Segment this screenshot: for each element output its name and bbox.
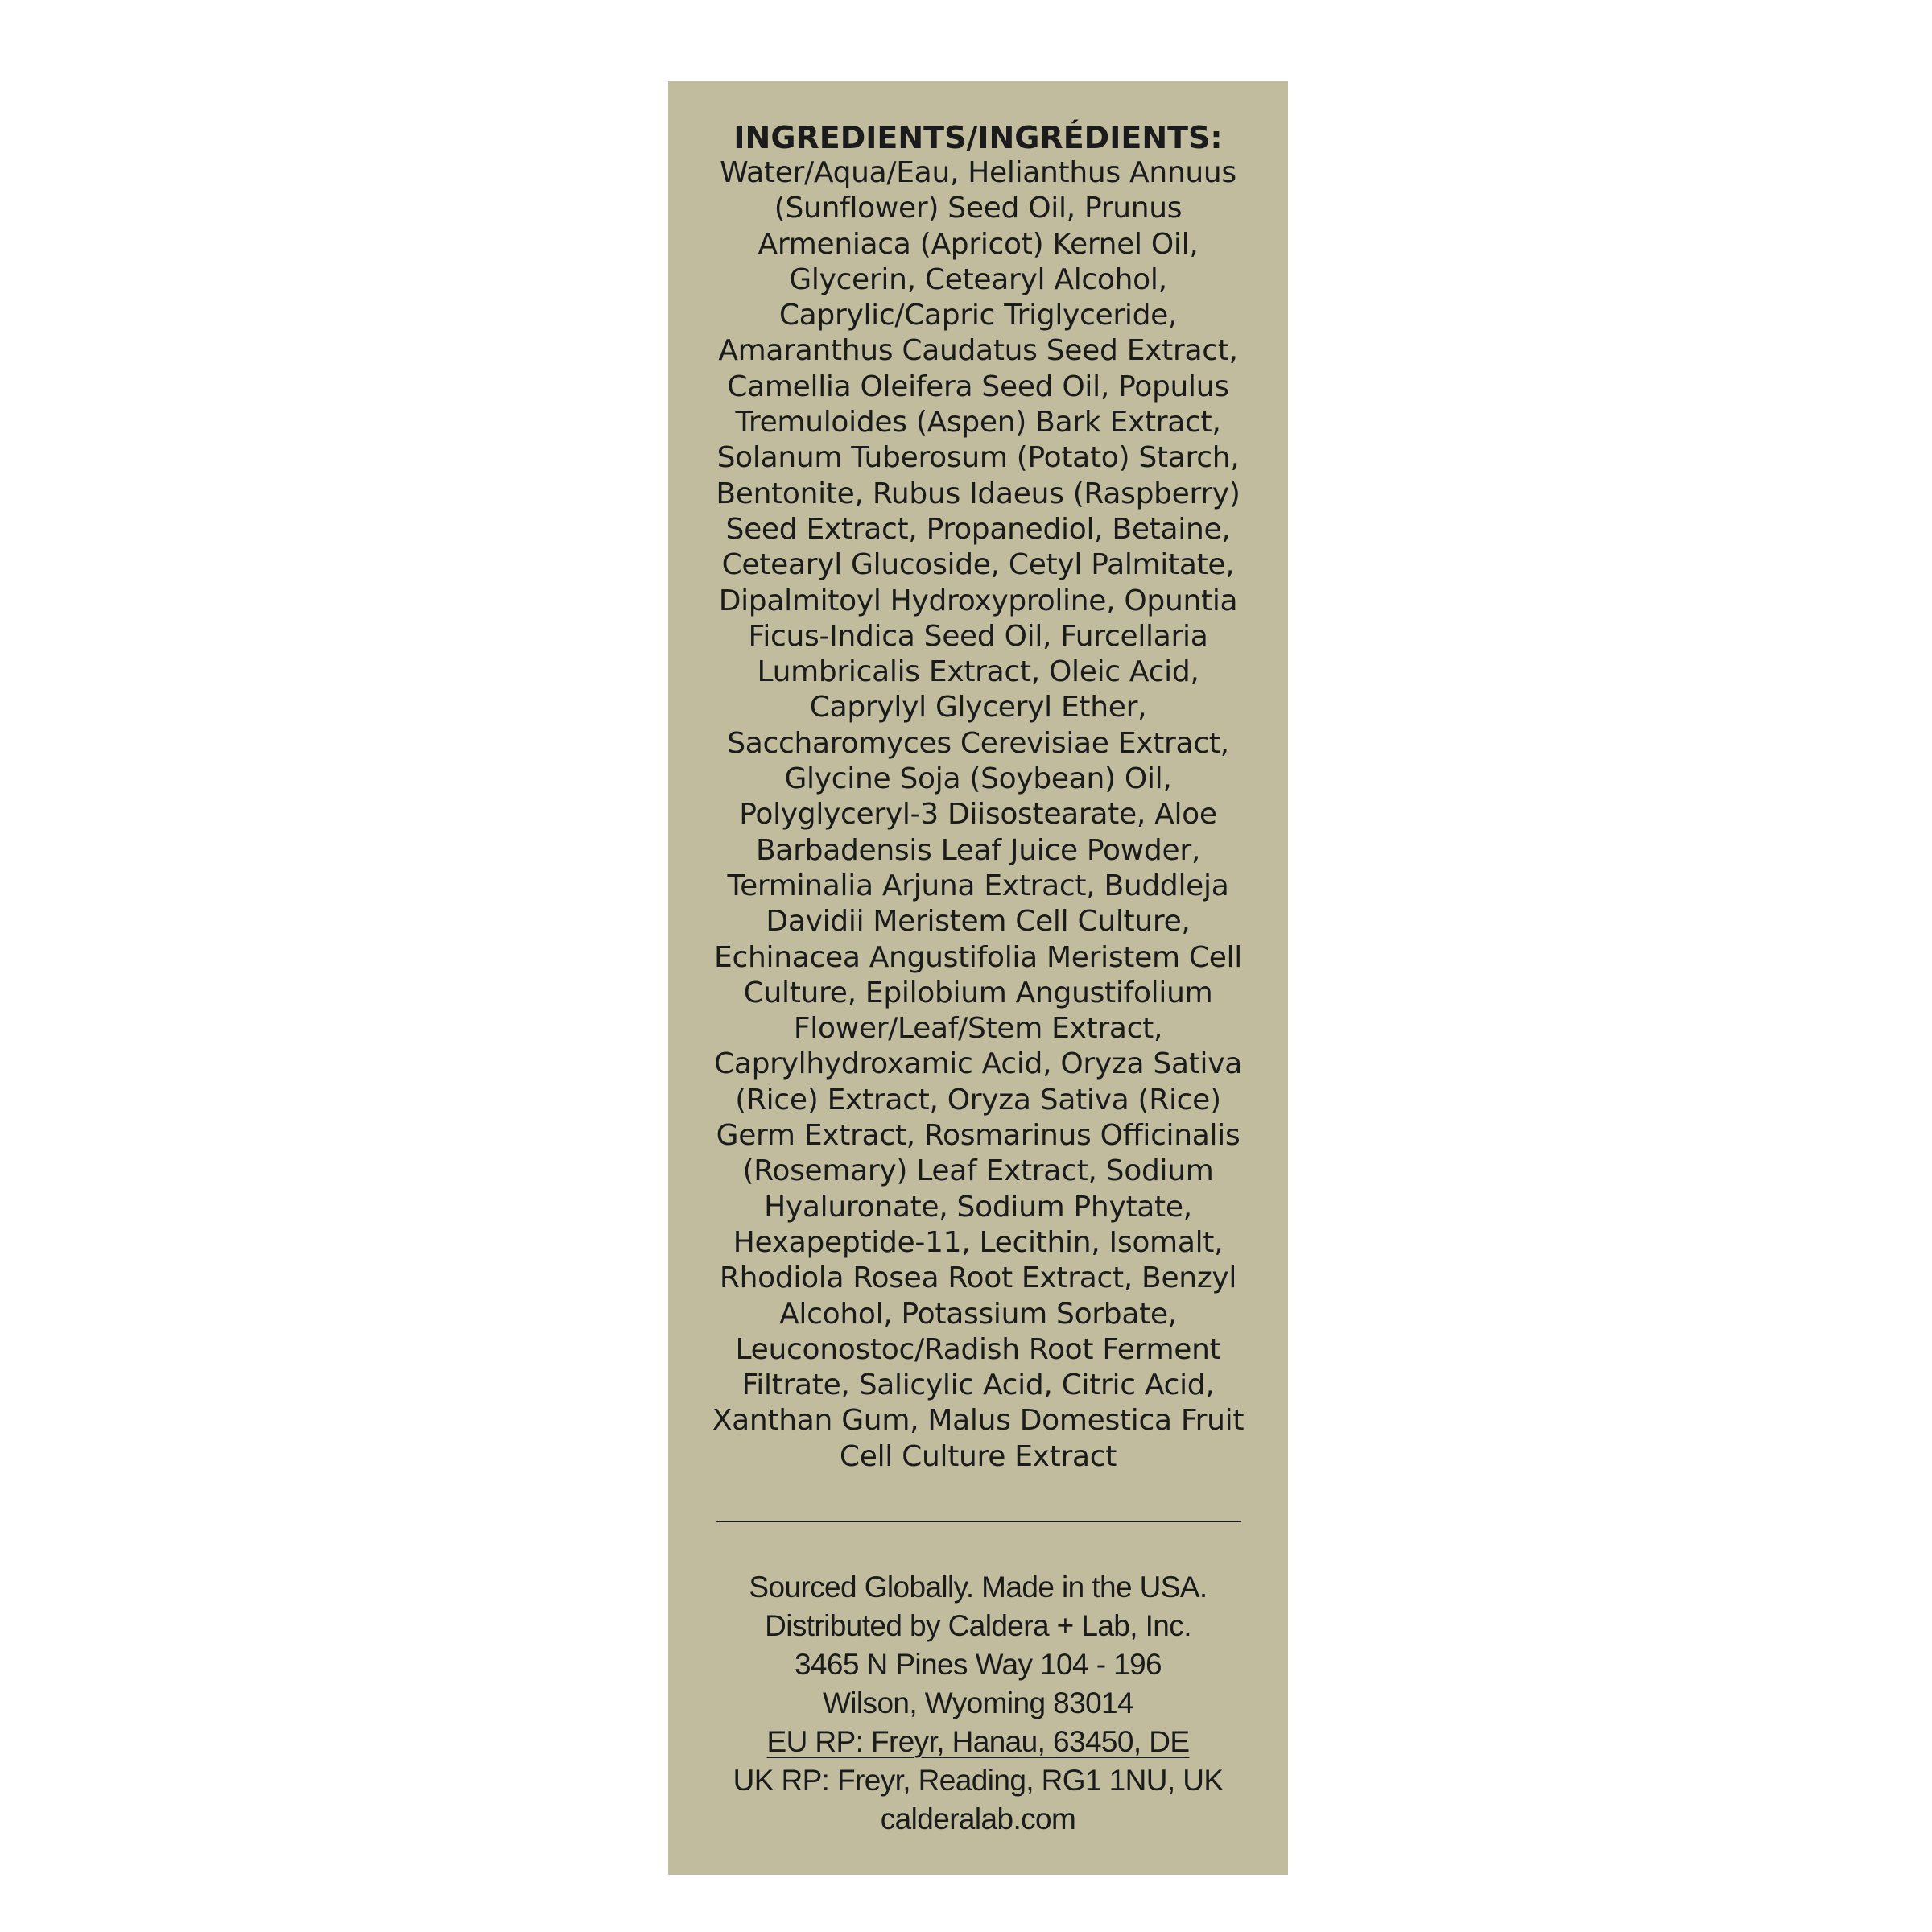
address-city: Wilson, Wyoming 83014 <box>822 1686 1134 1719</box>
ingredients-line: Alcohol, Potassium Sorbate, <box>779 1297 1177 1331</box>
ingredients-line: (Rosemary) Leaf Extract, Sodium <box>742 1154 1214 1188</box>
ingredients-heading: INGREDIENTS/INGRÉDIENTS: <box>733 120 1223 155</box>
manufacturer-info <box>668 1568 1288 1839</box>
ingredients-line: Bentonite, Rubus Idaeus (Raspberry) <box>716 477 1241 510</box>
ingredients-line: Glycerin, Cetearyl Alcohol, <box>789 262 1167 296</box>
ingredients-line: Germ Extract, Rosmarinus Officinalis <box>716 1119 1241 1153</box>
ingredients-line: Cell Culture Extract <box>839 1439 1117 1473</box>
ingredients-line: Dipalmitoyl Hydroxyproline, Opuntia <box>718 584 1238 617</box>
ingredients-line: Echinacea Angustifolia Meristem Cell <box>714 940 1242 974</box>
eu-rp-text: EU RP: Freyr, Hanau, 63450, DE <box>766 1725 1190 1758</box>
ingredients-section <box>668 120 1288 1475</box>
distributor-line: Distributed by Caldera + Lab, Inc. <box>765 1609 1191 1642</box>
ingredients-line: Ficus-Indica Seed Oil, Furcellaria <box>748 619 1208 653</box>
ingredients-line: Lumbricalis Extract, Oleic Acid, <box>757 655 1199 689</box>
ingredients-line: Davidii Meristem Cell Culture, <box>766 905 1191 939</box>
ingredients-list <box>668 155 1288 1475</box>
section-divider <box>716 1521 1241 1522</box>
ingredients-line: Xanthan Gum, Malus Domestica Fruit <box>712 1404 1245 1438</box>
ingredients-line: Hexapeptide-11, Lecithin, Isomalt, <box>733 1225 1224 1259</box>
ingredients-line: Cetearyl Glucoside, Cetyl Palmitate, <box>721 548 1235 582</box>
uk-rp-line: UK RP: Freyr, Reading, RG1 1NU, UK <box>733 1764 1224 1797</box>
ingredients-line: Flower/Leaf/Stem Extract, <box>793 1012 1163 1046</box>
ingredients-line: Caprylic/Capric Triglyceride, <box>778 299 1178 332</box>
ingredients-line: Caprylyl Glyceryl Ether, <box>809 691 1147 724</box>
sourced-statement: Sourced Globally. Made in the USA. <box>749 1571 1208 1604</box>
ingredients-line: Amaranthus Caudatus Seed Extract, <box>718 334 1238 368</box>
ingredients-line: (Rice) Extract, Oryza Sativa (Rice) <box>735 1083 1221 1117</box>
eu-rp-line <box>668 1723 1288 1761</box>
ingredients-line: Barbadensis Leaf Juice Powder, <box>756 833 1200 867</box>
ingredients-line: Tremuloides (Aspen) Bark Extract, <box>735 406 1221 440</box>
ingredients-line: Armeniaca (Apricot) Kernel Oil, <box>758 227 1199 261</box>
ingredients-line: Culture, Epilobium Angustifolium <box>743 976 1213 1009</box>
ingredients-line: Rhodiola Rosea Root Extract, Benzyl <box>719 1261 1237 1295</box>
website-link: calderalab.com <box>880 1802 1076 1835</box>
ingredients-line: Leuconostoc/Radish Root Ferment <box>735 1332 1221 1366</box>
ingredients-line: Camellia Oleifera Seed Oil, Populus <box>727 369 1229 403</box>
ingredients-line: Polyglyceryl-3 Diisostearate, Aloe <box>739 798 1217 832</box>
ingredients-label-panel <box>668 81 1288 1875</box>
ingredients-line: (Sunflower) Seed Oil, Prunus <box>774 192 1183 225</box>
ingredients-line: Terminalia Arjuna Extract, Buddleja <box>727 869 1229 902</box>
address-street: 3465 N Pines Way 104 - 196 <box>794 1648 1162 1681</box>
ingredients-line: Hyaluronate, Sodium Phytate, <box>764 1190 1192 1224</box>
ingredients-line: Filtrate, Salicylic Acid, Citric Acid, <box>741 1368 1215 1402</box>
ingredients-line: Glycine Soja (Soybean) Oil, <box>784 762 1172 796</box>
ingredients-line: Caprylhydroxamic Acid, Oryza Sativa <box>714 1047 1242 1081</box>
ingredients-line: Water/Aqua/Eau, Helianthus Annuus <box>720 156 1236 189</box>
ingredients-line: Seed Extract, Propanediol, Betaine, <box>725 512 1231 546</box>
ingredients-line: Saccharomyces Cerevisiae Extract, <box>727 726 1229 760</box>
ingredients-line: Solanum Tuberosum (Potato) Starch, <box>716 441 1240 475</box>
